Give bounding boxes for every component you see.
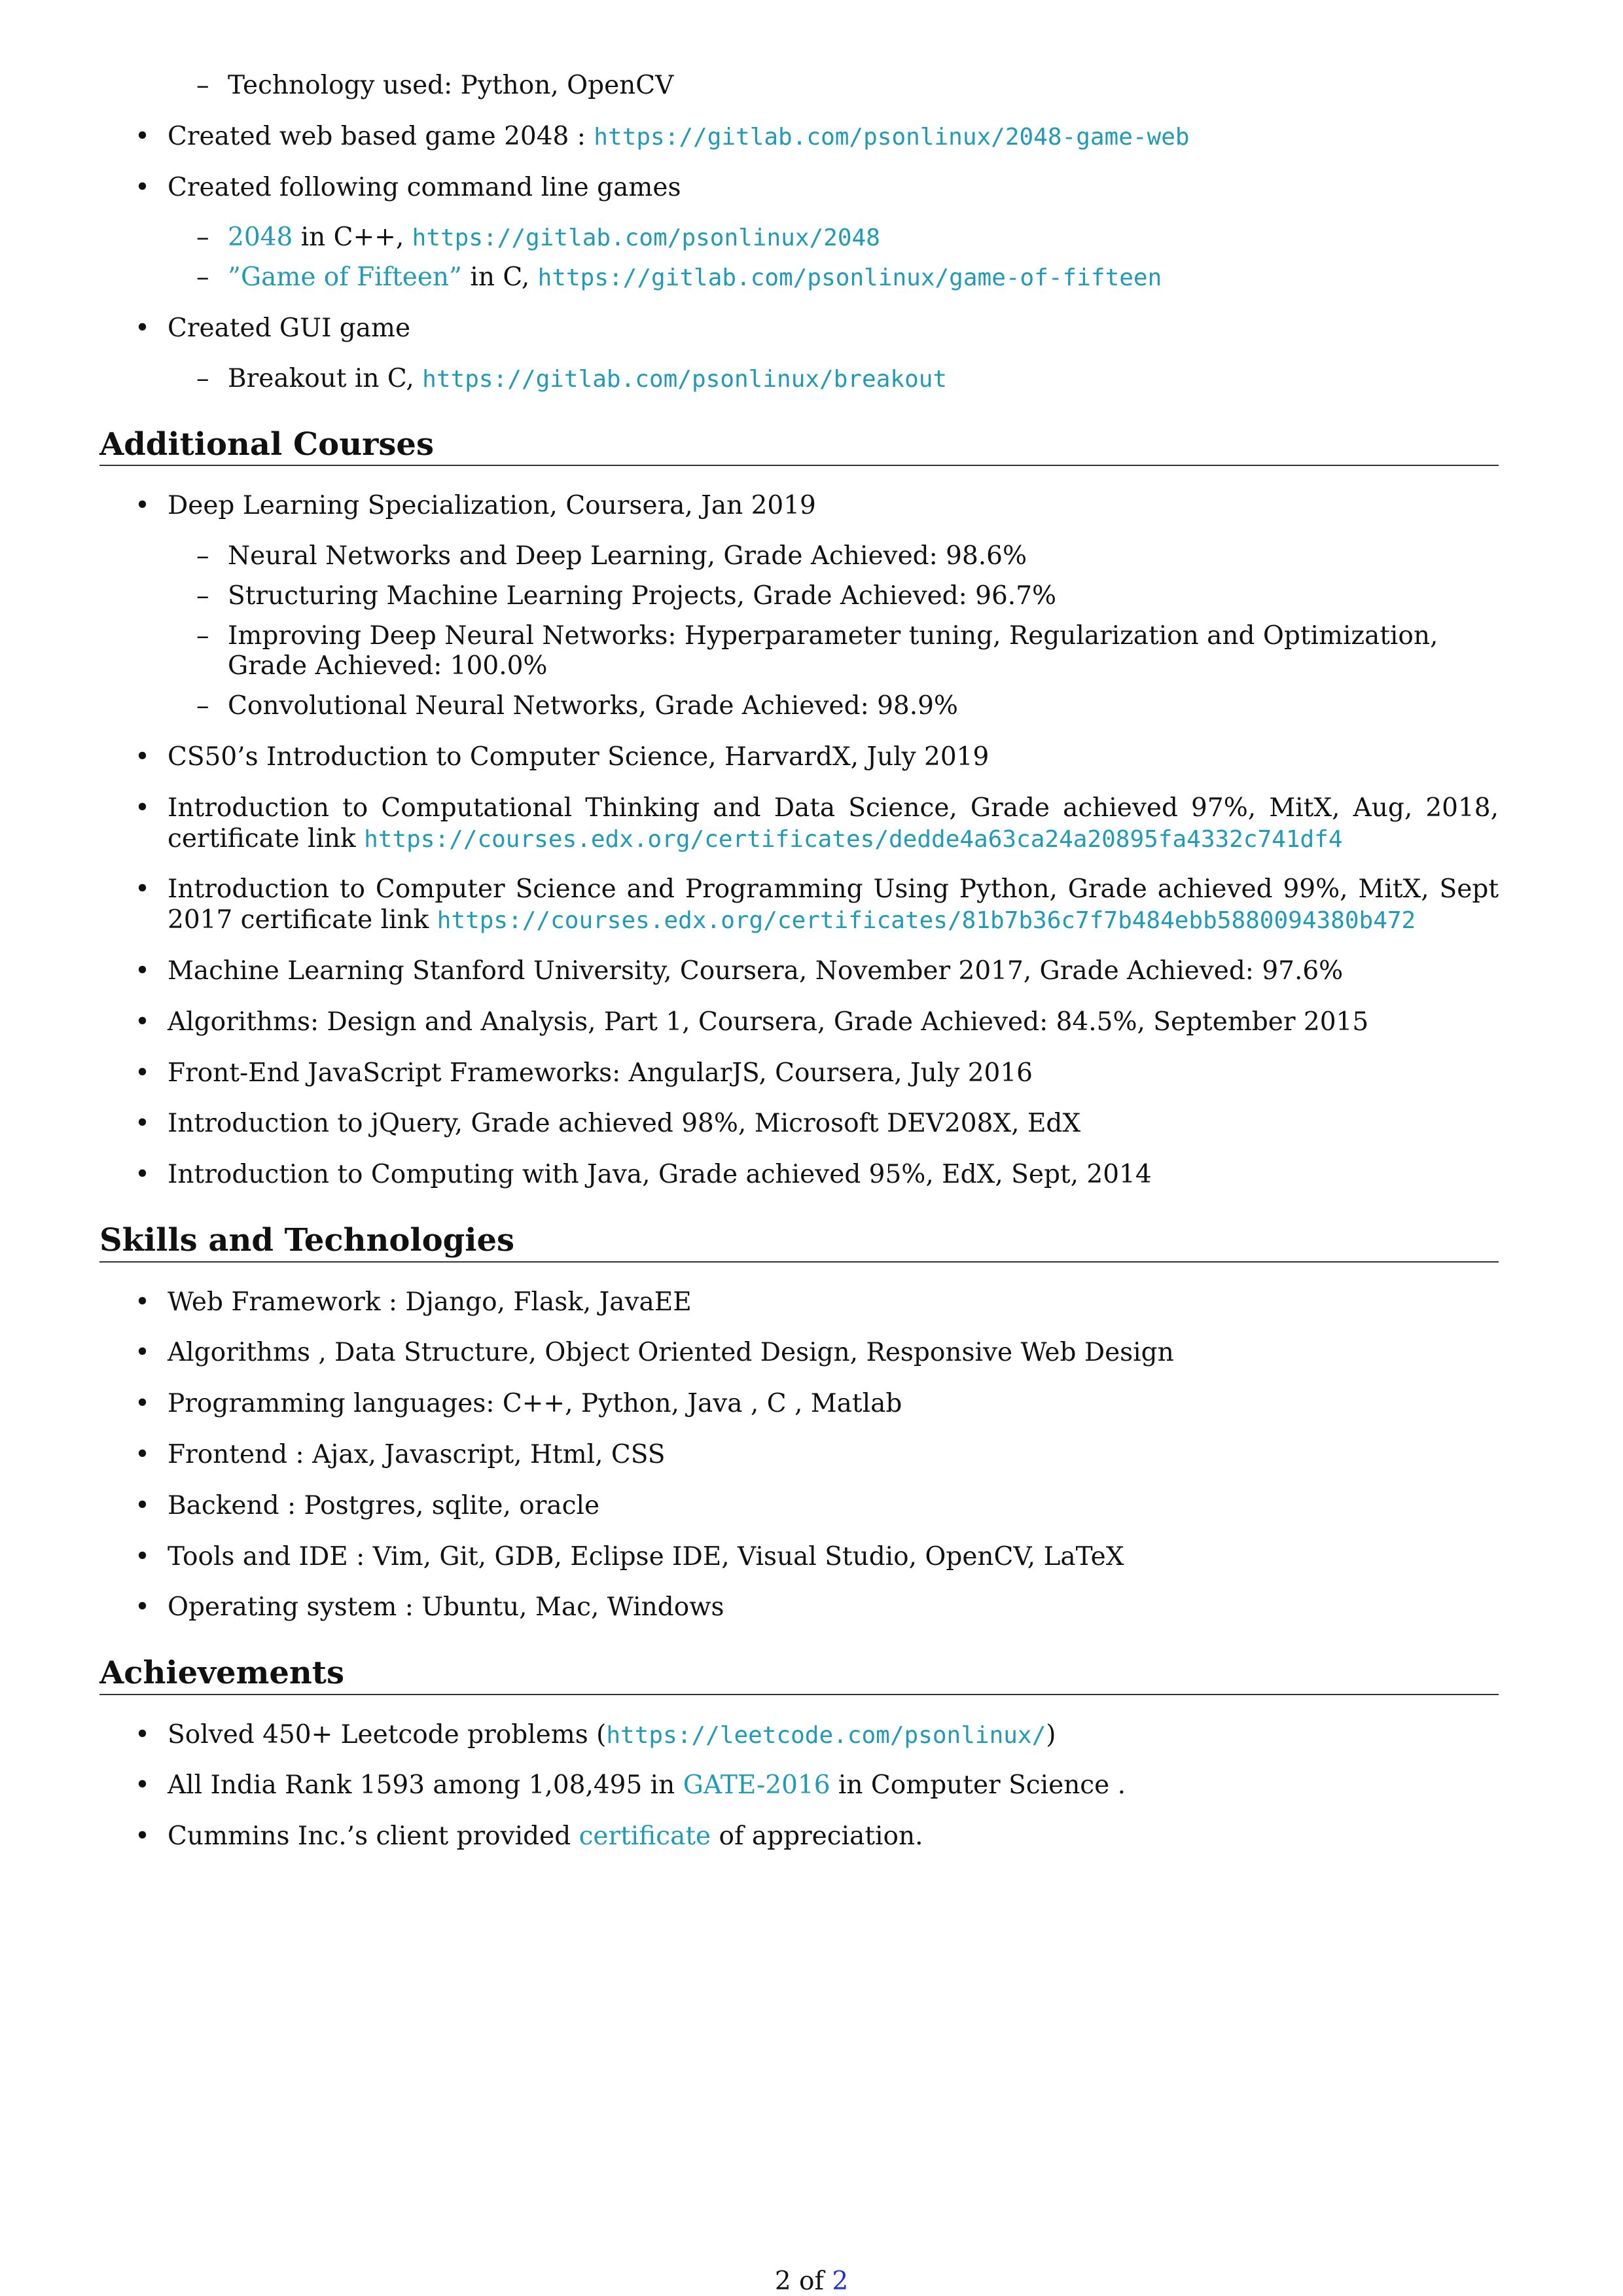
item-text: in C++,: [293, 223, 412, 253]
projects-list: [99, 71, 1499, 395]
list-item: [168, 71, 1499, 101]
item-text: ): [1046, 1719, 1056, 1749]
list-item: • Introduction to Computing with Java, Grade achieved 95%, EdX, Sept, 2014: [168, 1160, 1499, 1191]
list-item: [228, 262, 1499, 293]
item-text: Solved 450+ Leetcode problems (: [168, 1719, 607, 1749]
list-item: • Front-End JavaScript Frameworks: AngularJS, Coursera, July 2016: [168, 1058, 1499, 1089]
list-item: • Backend : Postgres, sqlite, oracle: [168, 1491, 1499, 1522]
list-item: – Convolutional Neural Networks, Grade Achieved: 98.9%: [228, 691, 1499, 722]
list-item: • Programming languages: C++, Python, Java , C , Matlab: [168, 1389, 1499, 1420]
page-number: [0, 2267, 1623, 2296]
list-item: • Algorithms: Design and Analysis, Part 1, Coursera, Grade Achieved: 84.5%, September 2015: [168, 1007, 1499, 1038]
item-text: Breakout in C,: [228, 363, 423, 393]
game-2048-link[interactable]: 2048: [228, 223, 293, 253]
item-text: All India Rank 1593 among 1,08,495 in: [168, 1770, 683, 1801]
sub-list: [168, 223, 1499, 293]
page-number-text: 2 of: [774, 2267, 832, 2296]
item-text: of appreciation.: [711, 1821, 923, 1852]
list-item: – Structuring Machine Learning Projects, Grade Achieved: 96.7%: [228, 581, 1499, 612]
gate-link[interactable]: GATE-2016: [683, 1770, 830, 1801]
list-item: – Technology used: Python, OpenCV: [228, 71, 1499, 101]
list-item: • Algorithms , Data Structure, Object Oriented Design, Responsive Web Design: [168, 1338, 1499, 1369]
list-item: [168, 1821, 1499, 1852]
list-item: • Frontend : Ajax, Javascript, Html, CSS: [168, 1440, 1499, 1471]
item-text: Created GUI game: [168, 313, 411, 343]
section-title-skills: Skills and Technologies: [99, 1222, 1499, 1263]
list-item: [168, 874, 1499, 936]
page-content: [99, 71, 1499, 1873]
sub-list: [168, 364, 1499, 395]
achievements-list: [99, 1720, 1499, 1852]
item-text: in C,: [461, 262, 538, 293]
game-2048-url-link[interactable]: https://gitlab.com/psonlinux/2048: [412, 224, 880, 252]
list-item: [168, 793, 1499, 855]
certificate-link[interactable]: https://courses.edx.org/certificates/81b7b36c7f7b484ebb5880094380b472: [437, 907, 1416, 935]
item-text: Cummins Inc.’s client provided: [168, 1821, 579, 1852]
item-text: Introduction to Computer Science and Programming Using Python, Grade achieved 99%, MitX, Sept 2017 certificate link: [168, 874, 1499, 935]
list-item: • Tools and IDE : Vim, Git, GDB, Eclipse IDE, Visual Studio, OpenCV, LaTeX: [168, 1542, 1499, 1573]
item-text: Deep Learning Specialization, Coursera, Jan 2019: [168, 491, 816, 521]
list-item: [168, 173, 1499, 293]
skills-list: [99, 1287, 1499, 1624]
list-item: • Operating system : Ubuntu, Mac, Windows: [168, 1592, 1499, 1623]
list-item: • Web Framework : Django, Flask, JavaEE: [168, 1287, 1499, 1318]
web-game-link[interactable]: https://gitlab.com/psonlinux/2048-game-web: [594, 123, 1190, 151]
list-item: [228, 223, 1499, 253]
sub-list: [168, 71, 1499, 101]
courses-list: [99, 491, 1499, 1191]
game-of-fifteen-link[interactable]: ”Game of Fifteen”: [228, 262, 462, 293]
sub-list: [168, 541, 1499, 722]
page-total-link[interactable]: 2: [832, 2267, 849, 2296]
list-item: [168, 491, 1499, 722]
leetcode-link[interactable]: https://leetcode.com/psonlinux/: [606, 1721, 1046, 1749]
list-item: • Introduction to jQuery, Grade achieved 98%, Microsoft DEV208X, EdX: [168, 1109, 1499, 1139]
list-item: [168, 1770, 1499, 1801]
item-text: Created following command line games: [168, 172, 681, 202]
section-title-achievements: Achievements: [99, 1655, 1499, 1695]
game-of-fifteen-url-link[interactable]: https://gitlab.com/psonlinux/game-of-fifteen: [537, 264, 1162, 292]
section-title-courses: Additional Courses: [99, 426, 1499, 467]
list-item: • Machine Learning Stanford University, Coursera, November 2017, Grade Achieved: 97.6%: [168, 956, 1499, 987]
list-item: [168, 1720, 1499, 1751]
breakout-link[interactable]: https://gitlab.com/psonlinux/breakout: [422, 365, 948, 393]
item-text: Introduction to Computational Thinking and Data Science, Grade achieved 97%, MitX, Aug, 2018, certificate link: [168, 793, 1499, 853]
item-text: Created web based game 2048 :: [168, 121, 594, 151]
list-item: [168, 314, 1499, 395]
item-text: in Computer Science .: [830, 1770, 1126, 1801]
list-item: • CS50’s Introduction to Computer Science, HarvardX, July 2019: [168, 742, 1499, 773]
list-item: – Improving Deep Neural Networks: Hyperparameter tuning, Regularization and Optimization, Grade Achieved: 100.0%: [228, 621, 1499, 683]
certificate-link[interactable]: https://courses.edx.org/certificates/dedde4a63ca24a20895fa4332c741df4: [364, 825, 1343, 853]
list-item: [228, 364, 1499, 395]
list-item: – Neural Networks and Deep Learning, Grade Achieved: 98.6%: [228, 541, 1499, 572]
list-item: [168, 122, 1499, 152]
certificate-appreciation-link[interactable]: certificate: [579, 1821, 711, 1852]
